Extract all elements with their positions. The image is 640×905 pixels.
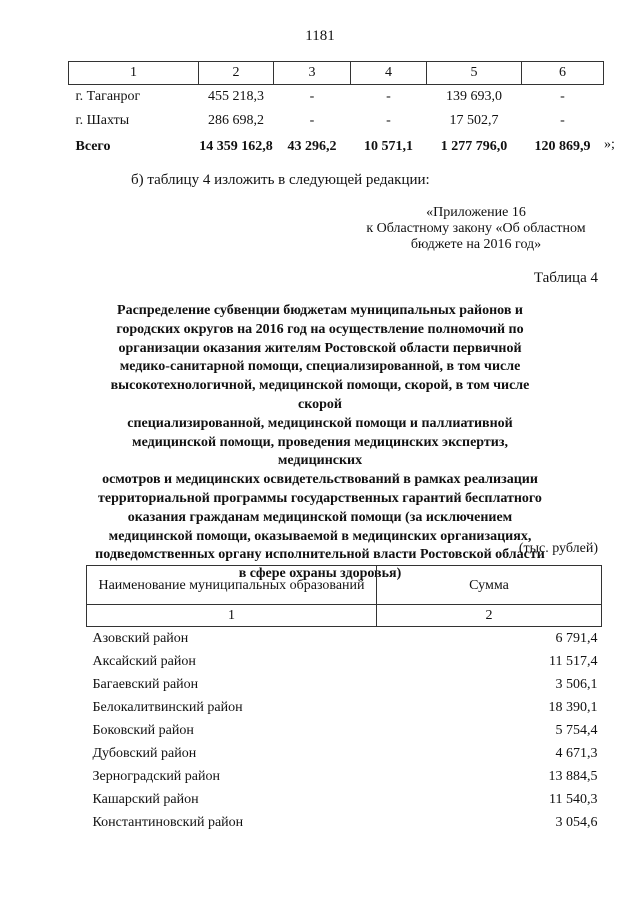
appendix-line: «Приложение 16	[426, 205, 526, 220]
subvention-table	[86, 565, 602, 834]
column-number: 1	[87, 605, 377, 627]
table-cell: 139 693,0	[446, 89, 502, 104]
closing-quote: »;	[604, 137, 615, 152]
total-label: Всего	[75, 139, 111, 154]
appendix-reference	[350, 205, 602, 253]
title-line: оказания гражданам медицинской помощи (за исключением	[127, 509, 513, 525]
table-cell: 17 502,7	[449, 113, 499, 128]
units-label: (тыс. рублей)	[518, 541, 598, 556]
column-number: 1	[69, 62, 199, 85]
table-cell: -	[560, 113, 565, 128]
city-name: г. Таганрог	[75, 89, 141, 104]
table-row	[69, 109, 604, 133]
title-line: организации оказания жителям Ростовской области первичной	[118, 340, 522, 356]
table-title	[90, 302, 550, 584]
title-line: медицинской помощи, оказываемой в медицинских организациях,	[108, 528, 532, 544]
table-cell: -	[386, 89, 391, 104]
district-name: Боковский район	[92, 722, 194, 738]
total-cell: 14 359 162,8	[199, 139, 273, 154]
district-name: Дубовский район	[92, 745, 197, 761]
column-number: 2	[199, 62, 274, 85]
column-number: 4	[351, 62, 427, 85]
title-line: территориальной программы государственных гарантий бесплатного	[98, 490, 542, 506]
title-line: Распределение субвенции бюджетам муниципальных районов и	[117, 303, 523, 318]
table-row	[87, 742, 602, 765]
district-name: Константиновский район	[92, 814, 244, 830]
column-number: 3	[274, 62, 351, 85]
column-number: 6	[522, 62, 604, 85]
appendix-line: бюджете на 2016 год»	[410, 237, 542, 252]
district-amount: 3 054,6	[555, 814, 598, 830]
table-row	[87, 811, 602, 834]
total-cell: 10 571,1	[364, 139, 413, 154]
district-amount: 18 390,1	[548, 699, 598, 715]
title-line: осмотров и медицинских освидетельствований в рамках реализации	[102, 472, 538, 488]
district-name: Зерноградский район	[92, 768, 220, 784]
table-row	[87, 673, 602, 696]
table-cell: 286 698,2	[208, 113, 264, 128]
table-row	[87, 788, 602, 811]
title-line: городских округов на 2016 год на осуществление полномочий по	[116, 321, 524, 337]
column-header-sum: Сумма	[377, 566, 602, 605]
district-name: Багаевский район	[92, 676, 199, 692]
total-row	[69, 133, 604, 161]
table-cell: -	[309, 89, 315, 104]
district-amount: 3 506,1	[555, 676, 598, 692]
district-amount: 11 540,3	[549, 791, 598, 807]
title-line: в сфере охраны здоровья)	[238, 566, 402, 582]
district-amount: 5 754,4	[555, 722, 598, 738]
district-amount: 13 884,5	[548, 768, 598, 784]
table-cell: -	[309, 113, 315, 128]
district-amount: 4 671,3	[555, 745, 598, 761]
table-cell: -	[560, 89, 565, 104]
table-row	[87, 765, 602, 788]
column-number: 5	[427, 62, 522, 85]
appendix-line: к Областному закону «Об областном	[366, 221, 586, 236]
title-line: подведомственных органу исполнительной власти Ростовской области	[95, 547, 545, 563]
table-row	[87, 696, 602, 719]
district-name: Азовский район	[92, 630, 189, 646]
title-line: медицинской помощи, проведения медицинских экспертиз, медицинских	[132, 434, 508, 469]
district-name: Кашарский район	[92, 791, 199, 807]
previous-table-ending	[68, 61, 604, 161]
table-label: Таблица 4	[533, 270, 598, 286]
total-cell: 120 869,9	[534, 139, 591, 154]
title-line: высокотехнологичной, медицинской помощи, скорой, в том числе скорой	[110, 378, 530, 412]
total-cell: 43 296,2	[287, 139, 337, 154]
column-number-row	[69, 62, 604, 85]
page-number: 1181	[305, 28, 335, 44]
table-row	[69, 85, 604, 110]
column-header-name: Наименование муниципальных образований	[87, 566, 377, 605]
district-name: Аксайский район	[92, 653, 196, 669]
table-cell: -	[386, 113, 391, 128]
district-amount: 6 791,4	[555, 630, 598, 646]
instruction-text: б) таблицу 4 изложить в следующей редакции:	[131, 172, 430, 188]
city-name: г. Шахты	[75, 113, 130, 128]
table-cell: 455 218,3	[208, 89, 264, 104]
district-name: Белокалитвинский район	[92, 699, 243, 715]
table-row	[87, 627, 602, 651]
column-number-row	[87, 605, 602, 627]
table-row	[87, 719, 602, 742]
title-line: специализированной, медицинской помощи и паллиативной	[127, 415, 513, 431]
district-amount: 11 517,4	[549, 653, 598, 669]
header-row	[87, 566, 602, 605]
column-number: 2	[377, 605, 602, 627]
title-line: медико-санитарной помощи, специализированной, в том числе	[119, 359, 521, 375]
total-cell: 1 277 796,0	[440, 139, 508, 154]
table-row	[87, 650, 602, 673]
